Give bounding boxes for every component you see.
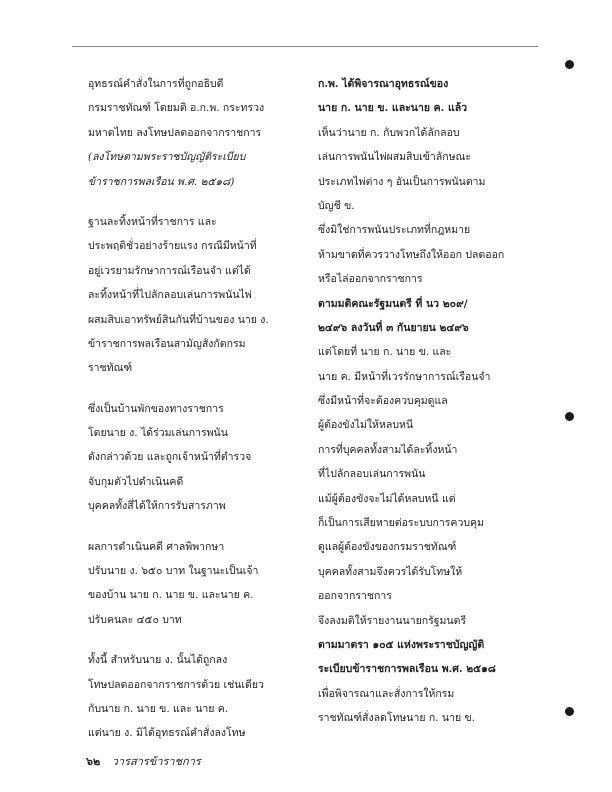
text-line: ประเภทไพ่ต่าง ๆ อันเป็นการพนันตาม [318,175,486,188]
text-line: ตามมาตรา ๑๐๕ แห่งพระราชบัญญัติ [318,638,485,651]
text-line: ของบ้าน นาย ก. นาย ข. และนาย ค. [88,589,254,602]
text-line: ราชทัณฑ์ [88,362,133,375]
text-line: (ลงโทษตามพระราชบัญญัติระเบียบ [88,151,246,164]
text-line: มหาดไทย ลงโทษปลดออกจากราชการ [88,126,262,139]
journal-title: วารสารข้าราชการ [111,755,201,768]
text-line: ฐานละทิ้งหน้าที่ราชการ และ [88,215,217,228]
binder-hole [565,60,574,69]
text-line: อุทธรณ์คำสั่งในการที่ถูกอธิบดี [88,78,224,90]
text-line: เห็นว่านาย ก. กับพวกได้ลักลอบ [318,126,460,139]
text-line: นาย ค. มีหน้าที่เวรรักษาการณ์เรือนจำ [318,370,491,383]
text-line: ๒๔๙๖ ลงวันที่ ๓ กันยายน ๒๔๙๖ [318,321,469,334]
text-line: จับกุมตัวไปดำเนินคดี [88,475,184,488]
text-line: ดังกล่าวด้วย และถูกเจ้าหน้าที่ตำรวจ [88,451,252,464]
text-line: แต่นาย ง. มิได้อุทธรณ์คำสั่งลงโทษ [88,727,246,740]
text-line: ก.พ. ได้พิจารณาอุทธรณ์ของ [318,78,449,90]
text-line: การที่บุคคลทั้งสามได้ละทิ้งหน้า [318,443,458,456]
top-rule [72,46,538,47]
page-footer [86,752,201,770]
text-line: ห้ามขาดที่ควรวางโทษถึงให้ออก ปลดออก [318,248,505,261]
page-number: ๖๒ [86,755,101,768]
text-line: หรือไล่ออกจากราชการ [318,273,423,286]
right-column [318,72,536,731]
binder-hole [565,707,574,716]
text-line: ซึ่งเป็นบ้านพักของทางราชการ [88,402,224,415]
paragraph-gap [88,381,298,397]
text-line: ผสมสิบเอาทรัพย์สินกันที่บ้านของ นาย ง. [88,313,269,326]
text-line: ก็เป็นการเสียหายต่อระบบการควบคุม [318,517,484,530]
text-line: อยู่เวรยามรักษาการณ์เรือนจำ แต่ได้ [88,264,251,277]
text-line: ผู้ต้องขังไม่ให้หลบหนี [318,419,414,432]
text-line: เพื่อพิจารณาและสั่งการให้กรม [318,687,455,700]
text-line: กับนาย ก. นาย ข. และ นาย ค. [88,702,229,715]
text-line: ประพฤติชั่วอย่างร้ายแรง กรณีมีหน้าที่ [88,240,257,253]
text-line: บุคคลทั้งสามจึงควรได้รับโทษให้ [318,565,463,578]
text-line: บัญชี ข. [318,199,355,212]
text-line: แต่โดยที่ นาย ก. นาย ข. และ [318,346,452,359]
text-line: บุคคลทั้งสี่ได้ให้การรับสารภาพ [88,500,226,513]
text-line: นาย ก. นาย ข. และนาย ค. แล้ว [318,102,468,115]
text-line: กรมราชทัณฑ์ โดยมติ อ.ก.พ. กระทรวง [88,102,265,115]
text-line: ละทิ้งหน้าที่ไปลักลอบเล่นการพนันไพ่ [88,289,252,302]
left-column [88,72,298,746]
text-line: ปรับคนละ ๔๕๐ บาท [88,613,182,626]
text-line: ซึ่งมิใช่การพนันประเภทที่กฎหมาย [318,224,471,237]
text-line: เล่นการพนันไพ่ผสมสิบเข้าลักษณะ [318,151,471,164]
text-line: จึงลงมติให้รายงานนายกรัฐมนตรี [318,614,467,627]
text-line: ผลการดำเนินคดี ศาลพิพากษา [88,540,225,553]
text-line: ออกจากราชการ [318,590,392,603]
paragraph-gap [88,632,298,648]
text-line: โทษปลดออกจากราชการด้วย เช่นเดียว [88,678,264,691]
text-line: ดูแลผู้ต้องขังของกรมราชทัณฑ์ [318,541,457,554]
paragraph-gap [88,194,298,210]
paragraph-gap [88,519,298,535]
text-line: ข้าราชการพลเรือน พ.ศ. ๒๕๑๘) [88,175,235,188]
binder-hole [565,412,574,421]
text-line: โดยนาย ง. ได้ร่วมเล่นการพนัน [88,427,228,440]
text-line: ปรับนาย ง. ๖๕๐ บาท ในฐานะเป็นเจ้า [88,565,259,578]
text-line: ราชทัณฑ์สั่งลดโทษนาย ก. นาย ข. [318,712,475,725]
text-line: ตามมติคณะรัฐมนตรี ที่ นว ๒๐๙/ [318,297,468,310]
text-line: ข้าราชการพลเรือนสามัญสังกัดกรม [88,337,246,350]
text-line: ซึ่งมีหน้าที่จะต้องควบคุมดูแล [318,395,448,408]
text-line: ระเบียบข้าราชการพลเรือน พ.ศ. ๒๕๑๘ [318,663,496,676]
text-line: ที่ไปลักลอบเล่นการพนัน [318,468,426,481]
text-line: แม้ผู้ต้องขังจะไม่ได้หลบหนี แต่ [318,492,456,505]
text-line: ทั้งนี้ สำหรับนาย ง. นั้นได้ถูกลง [88,654,228,667]
